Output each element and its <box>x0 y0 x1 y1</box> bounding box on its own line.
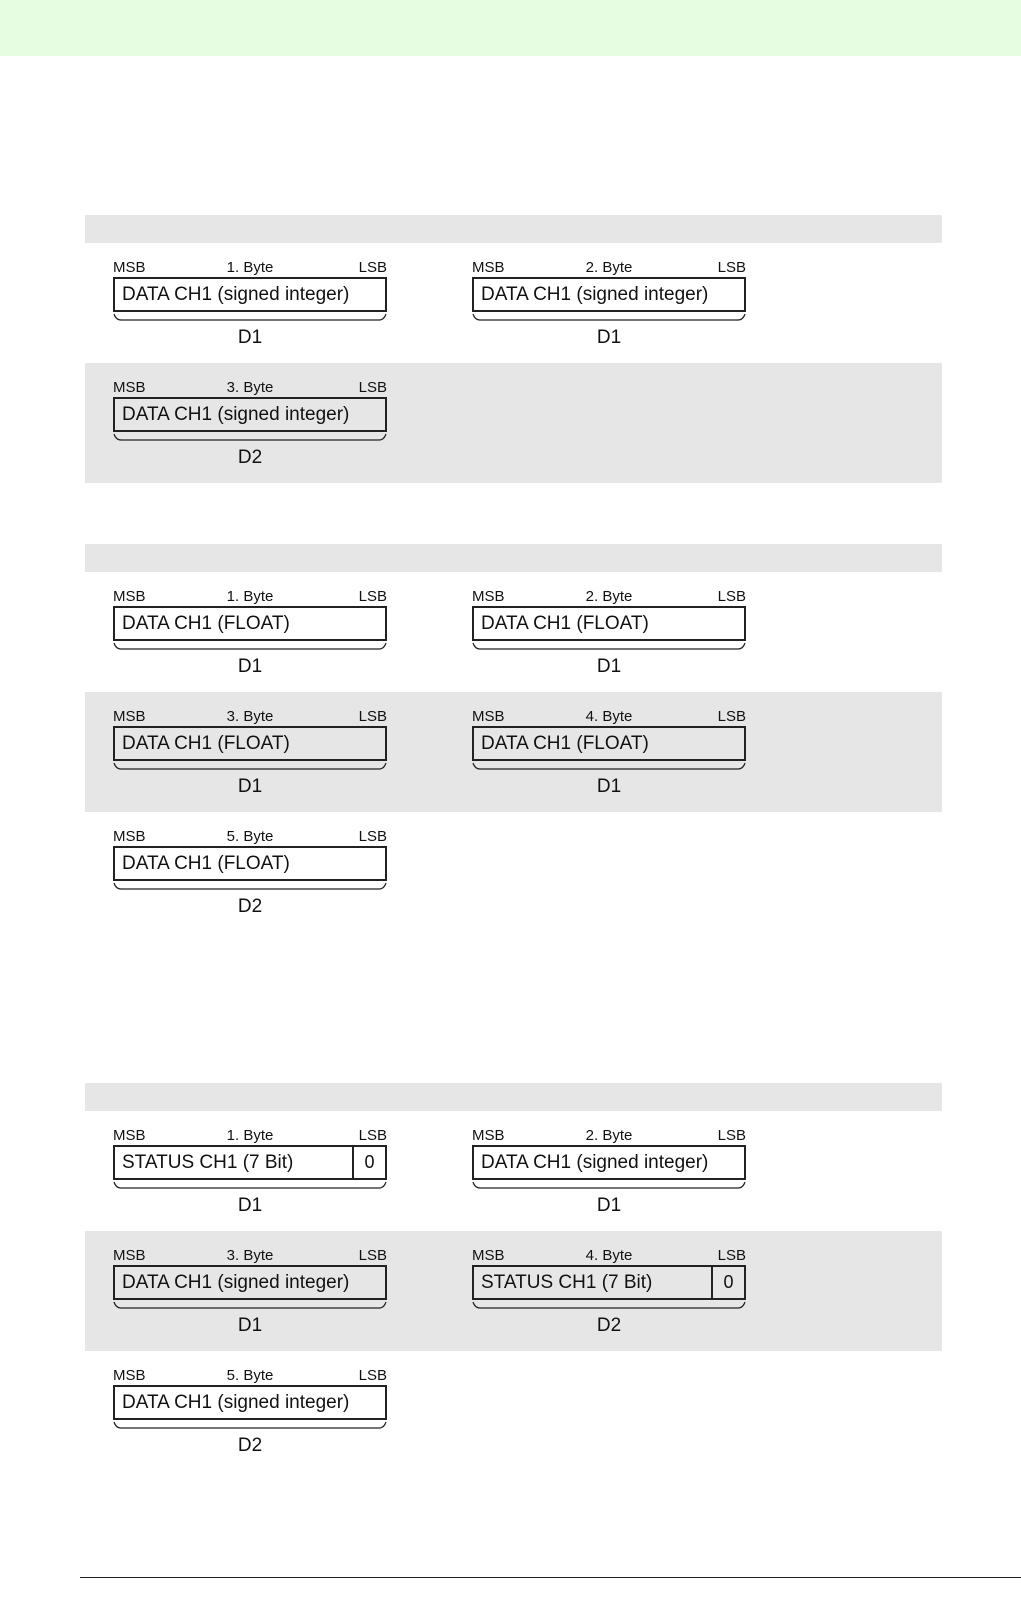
brace-icon <box>113 1421 387 1433</box>
brace-icon <box>113 313 387 325</box>
msb-label: MSB <box>472 708 505 725</box>
msb-label: MSB <box>113 1367 146 1384</box>
brace-icon <box>113 433 387 445</box>
byte-header <box>472 708 746 726</box>
lsb-label: LSB <box>717 1247 746 1264</box>
byte-title: 1. Byte <box>226 1127 274 1144</box>
brace-icon <box>472 642 746 654</box>
msb-label: MSB <box>113 828 146 845</box>
bit-cell: 0 <box>711 1267 744 1298</box>
byte-header <box>113 379 387 397</box>
byte-header <box>472 1247 746 1265</box>
lsb-label: LSB <box>358 1247 387 1264</box>
msb-label: MSB <box>113 1247 146 1264</box>
byte-diagram <box>472 259 746 351</box>
byte-group-label: D1 <box>237 656 263 677</box>
byte-group-label: D2 <box>596 1315 622 1336</box>
brace-icon <box>113 1301 387 1313</box>
lsb-label: LSB <box>717 1127 746 1144</box>
byte-group-label: D1 <box>596 656 622 677</box>
lsb-label: LSB <box>358 708 387 725</box>
msb-label: MSB <box>472 1127 505 1144</box>
byte-box <box>113 397 387 432</box>
msb-label: MSB <box>113 259 146 276</box>
byte-box <box>472 606 746 641</box>
msb-label: MSB <box>472 588 505 605</box>
byte-title: 5. Byte <box>226 1367 274 1384</box>
byte-box <box>472 1145 746 1180</box>
byte-box <box>113 1265 387 1300</box>
byte-diagram <box>113 1247 387 1339</box>
lsb-label: LSB <box>358 828 387 845</box>
brace-icon <box>472 1181 746 1193</box>
byte-title: 5. Byte <box>226 828 274 845</box>
byte-title: 1. Byte <box>226 259 274 276</box>
byte-box <box>113 726 387 761</box>
byte-diagram <box>472 708 746 800</box>
byte-box <box>472 726 746 761</box>
lsb-label: LSB <box>717 588 746 605</box>
byte-header <box>113 828 387 846</box>
byte-group-label: D2 <box>237 896 263 917</box>
byte-box <box>113 1145 387 1180</box>
footer-divider <box>80 1577 1021 1578</box>
byte-box <box>472 1265 746 1300</box>
msb-label: MSB <box>113 1127 146 1144</box>
byte-group-label: D2 <box>237 1435 263 1456</box>
byte-diagram <box>113 379 387 471</box>
section-2-header <box>85 544 942 572</box>
byte-field: DATA CH1 (signed integer) <box>122 1271 350 1293</box>
byte-group-label: D1 <box>596 1195 622 1216</box>
byte-field: DATA CH1 (signed integer) <box>122 283 350 305</box>
section-1-header <box>85 215 942 243</box>
byte-header <box>472 259 746 277</box>
byte-diagram <box>113 828 387 920</box>
brace-icon <box>113 882 387 894</box>
byte-field: DATA CH1 (FLOAT) <box>481 732 649 754</box>
lsb-label: LSB <box>358 588 387 605</box>
byte-header <box>113 1127 387 1145</box>
byte-field: STATUS CH1 (7 Bit) <box>122 1151 294 1173</box>
byte-diagram <box>472 588 746 680</box>
byte-title: 4. Byte <box>585 1247 633 1264</box>
byte-field: DATA CH1 (FLOAT) <box>122 732 290 754</box>
byte-field: DATA CH1 (FLOAT) <box>481 612 649 634</box>
byte-field: DATA CH1 (signed integer) <box>481 283 709 305</box>
byte-field: STATUS CH1 (7 Bit) <box>481 1271 653 1293</box>
brace-icon <box>113 642 387 654</box>
brace-icon <box>472 313 746 325</box>
byte-group-label: D1 <box>596 327 622 348</box>
byte-header <box>472 588 746 606</box>
byte-title: 1. Byte <box>226 588 274 605</box>
lsb-label: LSB <box>358 1127 387 1144</box>
byte-header <box>113 588 387 606</box>
byte-header <box>472 1127 746 1145</box>
lsb-label: LSB <box>358 379 387 396</box>
byte-field: DATA CH1 (signed integer) <box>122 403 350 425</box>
byte-diagram <box>472 1127 746 1219</box>
lsb-label: LSB <box>717 259 746 276</box>
lsb-label: LSB <box>717 708 746 725</box>
byte-field: DATA CH1 (FLOAT) <box>122 612 290 634</box>
brace-icon <box>113 762 387 774</box>
msb-label: MSB <box>472 259 505 276</box>
byte-group-label: D1 <box>237 327 263 348</box>
msb-label: MSB <box>113 379 146 396</box>
bit-cell: 0 <box>352 1147 385 1178</box>
section-3-header <box>85 1083 942 1111</box>
byte-box <box>113 1385 387 1420</box>
msb-label: MSB <box>113 588 146 605</box>
byte-diagram <box>113 1127 387 1219</box>
byte-box <box>113 846 387 881</box>
byte-group-label: D1 <box>237 1315 263 1336</box>
byte-title: 2. Byte <box>585 259 633 276</box>
msb-label: MSB <box>113 708 146 725</box>
byte-title: 2. Byte <box>585 1127 633 1144</box>
byte-group-label: D1 <box>237 776 263 797</box>
byte-title: 3. Byte <box>226 708 274 725</box>
brace-icon <box>472 1301 746 1313</box>
byte-header <box>113 708 387 726</box>
byte-group-label: D1 <box>596 776 622 797</box>
byte-diagram <box>472 1247 746 1339</box>
byte-box <box>113 277 387 312</box>
byte-header <box>113 1247 387 1265</box>
byte-title: 3. Byte <box>226 1247 274 1264</box>
byte-header <box>113 259 387 277</box>
byte-field: DATA CH1 (signed integer) <box>122 1391 350 1413</box>
byte-header <box>113 1367 387 1385</box>
byte-diagram <box>113 259 387 351</box>
byte-box <box>472 277 746 312</box>
brace-icon <box>472 762 746 774</box>
byte-field: DATA CH1 (signed integer) <box>481 1151 709 1173</box>
byte-box <box>113 606 387 641</box>
byte-diagram <box>113 1367 387 1459</box>
top-banner <box>0 0 1021 56</box>
byte-diagram <box>113 588 387 680</box>
byte-title: 2. Byte <box>585 588 633 605</box>
byte-group-label: D1 <box>237 1195 263 1216</box>
byte-title: 3. Byte <box>226 379 274 396</box>
byte-field: DATA CH1 (FLOAT) <box>122 852 290 874</box>
lsb-label: LSB <box>358 259 387 276</box>
byte-group-label: D2 <box>237 447 263 468</box>
lsb-label: LSB <box>358 1367 387 1384</box>
brace-icon <box>113 1181 387 1193</box>
byte-diagram <box>113 708 387 800</box>
byte-title: 4. Byte <box>585 708 633 725</box>
msb-label: MSB <box>472 1247 505 1264</box>
